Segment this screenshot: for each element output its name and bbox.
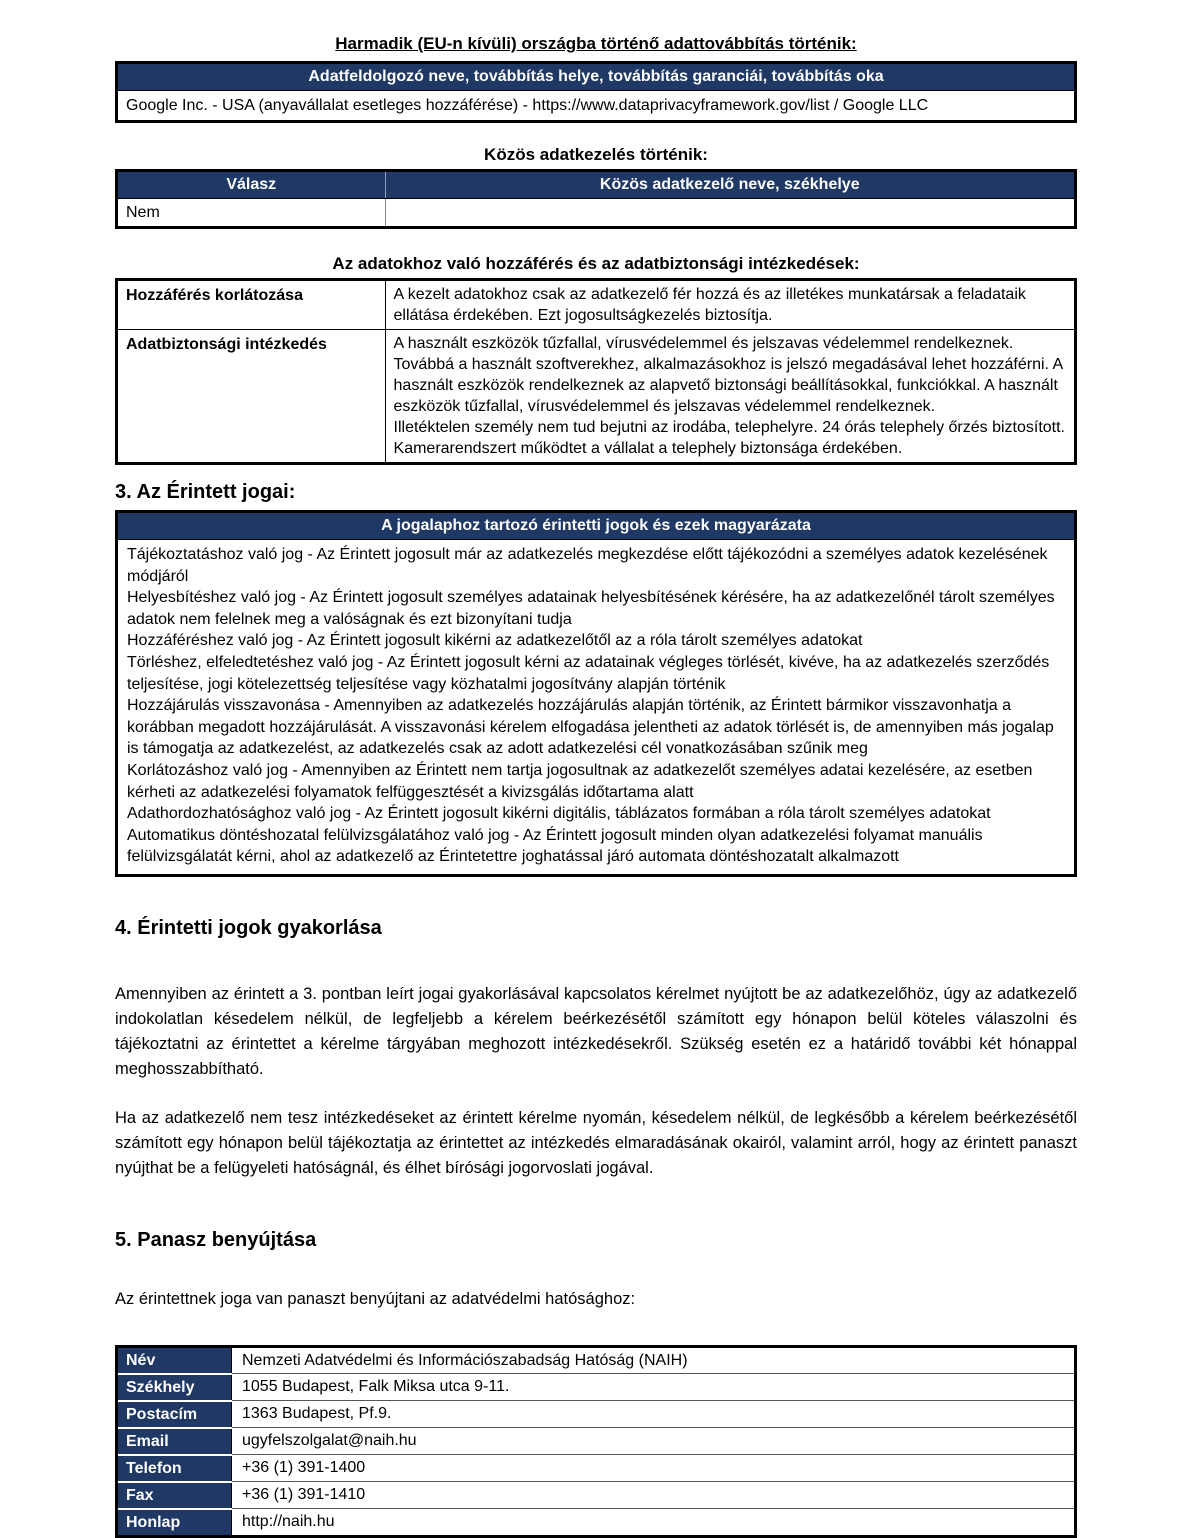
authority-row-phone <box>117 1455 1076 1482</box>
joint-answer-value: Nem <box>117 199 386 228</box>
exercise-paragraph-2: Ha az adatkezelő nem tesz intézkedéseket az érintett kérelme nyomán, késedelem nélkül, de legkésőbb a kérelem beérkezésétől számított egy hónapon belül tájékoztatja az érintettet az intézkedés elmaradásának okairól, valamint arról, hogy az érintett panaszt nyújthat be a felügyeleti hatóságnál, és élhet bírósági jogorvoslati jogával. <box>115 1108 1077 1177</box>
authority-value-phone: +36 (1) 391-1400 <box>232 1455 1076 1482</box>
rights-table-header-row <box>117 512 1076 540</box>
rights-table <box>115 510 1077 877</box>
rights-item-rectification: Helyesbítéshez való jog - Az Érintett jogosult személyes adatainak helyesbítésének kérésére, ha az adatkezelőnél tárolt személyes adatok nem felelnek meg a valóságnak és ezt bizonyítani tudja <box>127 589 1055 628</box>
rights-item-access: Hozzáféréshez való jog - Az Érintett jogosult kikérni az adatkezelőtől az a róla tárolt személyes adatokat <box>127 632 863 650</box>
access-restriction-row <box>117 280 1076 330</box>
authority-label-name: Név <box>117 1346 232 1374</box>
authority-row-postal <box>117 1401 1076 1428</box>
authority-row-address <box>117 1374 1076 1401</box>
exercise-paragraph-1: Amennyiben az érintett a 3. pontban leírt jogai gyakorlásával kapcsolatos kérelmet nyújtott be az adatkezelőhöz, úgy az adatkezelő indokolatlan késedelem nélkül, de legfeljebb a kérelem beérkezésétől számított egy hónapon belül köteles válaszolni és tájékoztatni az érintettet a kérelme tárgyában meghozott intézkedésekről. Szükség esetén ez a határidő további két hónappal meghosszabbítható. <box>115 984 1077 1078</box>
transfer-section-title: Harmadik (EU-n kívüli) országba történő adattovábbítás történik: <box>335 34 857 53</box>
transfer-table-header-row <box>117 63 1076 91</box>
complaint-intro: Az érintettnek joga van panaszt benyújtani az adatvédelmi hatósághoz: <box>115 1289 636 1308</box>
access-security-paragraph-1: A használt eszközök tűzfallal, vírusvédelemmel és jelszavas védelemmel rendelkeznek. Továbbá a használt szoftverekhez, alkalmazásokhoz is jelszó megadásával lehet hozzáférni. A használt eszközök rendelkeznek az alapvető biztonsági beállításokkal, funkciókkal. A használt eszközök tűzfallal, vírusvédelemmel és jelszavas védelemmel rendelkeznek. <box>393 335 1063 415</box>
transfer-processor-value: Google Inc. - USA (anyavállalat esetleges hozzáférése) - https://www.dataprivacyframework.gov/list / Google LLC <box>117 91 1076 122</box>
rights-item-withdraw-consent: Hozzájárulás visszavonása - Amennyiben az adatkezelés hozzájárulás alapján történik, az Érintett bármikor visszavonhatja a korábban megadott hozzájárulását. A visszavonási kérelem elfogadása jelentheti az adatok törlését is, de amennyiben más jogalap is támogatja az adatkezelést, az adatkezelés csak az adott adatkezelési cél vonatkozásában szűnik meg <box>127 697 1054 758</box>
exercise-heading: 4. Érintetti jogok gyakorlása <box>115 916 382 939</box>
rights-table-body-row <box>117 540 1076 876</box>
authority-label-email: Email <box>117 1428 232 1455</box>
authority-label-postal: Postacím <box>117 1401 232 1428</box>
authority-value-name: Nemzeti Adatvédelmi és Információszabadság Hatóság (NAIH) <box>232 1346 1076 1374</box>
authority-table <box>115 1345 1077 1538</box>
authority-label-fax: Fax <box>117 1482 232 1509</box>
authority-row-fax <box>117 1482 1076 1509</box>
access-restriction-text: A kezelt adatokhoz csak az adatkezelő fér hozzá és az illetékes munkatársak a feladataik ellátása érdekében. Ezt jogosultságkezelés biztosítja. <box>385 280 1075 330</box>
transfer-table-header: Adatfeldolgozó neve, továbbítás helye, továbbítás garanciái, továbbítás oka <box>117 63 1076 91</box>
authority-value-address: 1055 Budapest, Falk Miksa utca 9-11. <box>232 1374 1076 1401</box>
joint-table-header-row <box>117 171 1076 199</box>
rights-table-header: A jogalaphoz tartozó érintetti jogok és ezek magyarázata <box>117 512 1076 540</box>
rights-list-cell <box>117 540 1076 876</box>
access-restriction-label: Hozzáférés korlátozása <box>117 280 386 330</box>
rights-item-erasure: Törléshez, elfeledtetéshez való jog - Az Érintett jogosult kérni az adatainak végleges törlését, kivéve, ha az adatkezelés szerződés teljesítése, jogi kötelezettség teljesítése vagy közhatalmi jogosítvány alapján történik <box>127 653 1050 693</box>
authority-row-name <box>117 1346 1076 1374</box>
authority-value-email: ugyfelszolgalat@naih.hu <box>232 1428 1076 1455</box>
rights-item-restriction: Korlátozáshoz való jog - Amennyiben az Érintett nem tartja jogosultnak az adatkezelőt személyes adatai kezelésére, az esetben kérheti az adatkezelési folyamatok felfüggesztését a kivizsgálás időtartama alatt <box>127 761 1033 801</box>
access-security-row <box>117 330 1076 464</box>
access-section-title: Az adatokhoz való hozzáférés és az adatbiztonsági intézkedések: <box>332 254 860 273</box>
authority-label-address: Székhely <box>117 1374 232 1401</box>
joint-section-title: Közös adatkezelés történik: <box>484 145 708 164</box>
transfer-table-row <box>117 91 1076 122</box>
complaint-heading: 5. Panasz benyújtása <box>115 1228 317 1251</box>
access-table <box>115 278 1077 465</box>
authority-row-email <box>117 1428 1076 1455</box>
authority-row-website <box>117 1509 1076 1537</box>
joint-table <box>115 169 1077 229</box>
rights-heading: 3. Az Érintett jogai: <box>115 481 296 503</box>
access-security-text <box>385 330 1075 464</box>
rights-item-portability: Adathordozhatósághoz való jog - Az Érintett jogosult kikérni digitális, táblázatos formában a róla tárolt személyes adatokat <box>127 805 991 823</box>
authority-value-website: http://naih.hu <box>232 1509 1076 1537</box>
access-security-label: Adatbiztonsági intézkedés <box>117 330 386 464</box>
authority-value-postal: 1363 Budapest, Pf.9. <box>232 1401 1076 1428</box>
joint-answer-header: Válasz <box>117 171 386 199</box>
rights-item-information: Tájékoztatáshoz való jog - Az Érintett jogosult már az adatkezelés megkezdése előtt tájékozódni a személyes adatok kezelésének módjáról <box>127 546 1048 585</box>
document-page <box>115 0 1077 1538</box>
joint-table-row <box>117 199 1076 228</box>
authority-label-phone: Telefon <box>117 1455 232 1482</box>
rights-item-automated-decision: Automatikus döntéshozatal felülvizsgálatához való jog - Az Érintett jogosult minden olyan adatkezelési folyamat manuális felülvizsgálatát kérni, ahol az adatkezelő az Érintetettre joghatással járó automata döntéshozatalt alkalmazott <box>127 826 983 866</box>
joint-controller-value <box>385 199 1075 228</box>
access-security-paragraph-2: Illetéktelen személy nem tud bejutni az irodába, telephelyre. 24 órás telephely őrzés biztosított. Kamerarendszert működtet a vállalat a telephely biztonsága érdekében. <box>393 419 1065 457</box>
joint-controller-header: Közös adatkezelő neve, székhelye <box>385 171 1075 199</box>
authority-value-fax: +36 (1) 391-1410 <box>232 1482 1076 1509</box>
authority-label-website: Honlap <box>117 1509 232 1537</box>
transfer-table <box>115 61 1077 123</box>
